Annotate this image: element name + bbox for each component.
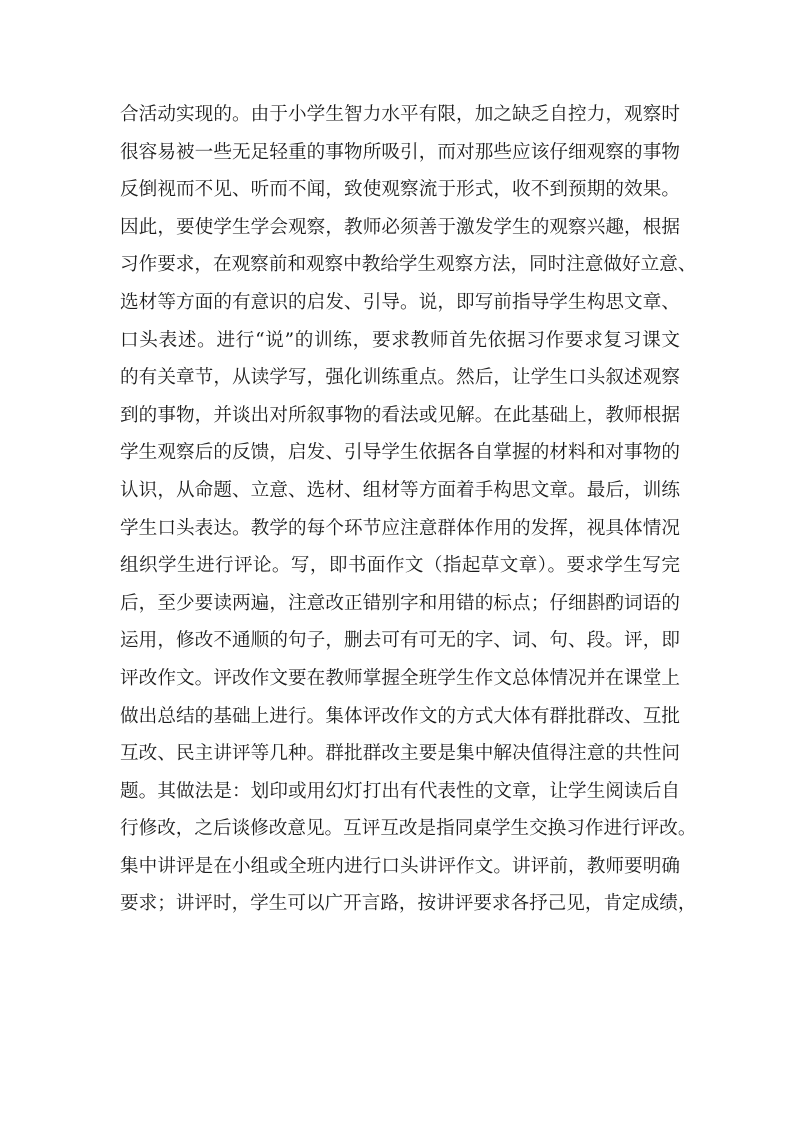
text-line-2: 很容易被一些无足轻重的事物所吸引，而对那些应该仔细观察的事物 bbox=[120, 141, 680, 163]
text-line-16: 评改作文。评改作文要在教师掌握全班学生作文总体情况并在课堂上 bbox=[120, 667, 680, 689]
text-line-4: 因此，要使学生学会观察，教师必须善于激发学生的观察兴趣，根据 bbox=[120, 216, 680, 238]
text-line-13: 组织学生进行评论。写，即书面作文（指起草文章）。要求学生写完 bbox=[120, 555, 680, 577]
text-line-5: 习作要求，在观察前和观察中教给学生观察方法，同时注意做好立意、 bbox=[120, 254, 697, 276]
text-line-18: 互改、民主讲评等几种。群批群改主要是集中解决值得注意的共性问 bbox=[120, 743, 680, 765]
text-line-12: 学生口头表达。教学的每个环节应注意群体作用的发挥，视具体情况 bbox=[120, 517, 680, 539]
text-line-11: 认识，从命题、立意、选材、组材等方面着手构思文章。最后，训练 bbox=[120, 479, 680, 501]
text-line-9: 到的事物，并谈出对所叙事物的看法或见解。在此基础上，教师根据 bbox=[120, 404, 680, 426]
text-line-17: 做出总结的基础上进行。集体评改作文的方式大体有群批群改、互批 bbox=[120, 705, 680, 727]
text-line-8: 的有关章节，从读学写，强化训练重点。然后，让学生口头叙述观察 bbox=[120, 367, 680, 389]
text-line-10: 学生观察后的反馈，启发、引导学生依据各自掌握的材料和对事物的 bbox=[120, 442, 680, 464]
text-line-1: 合活动实现的。由于小学生智力水平有限，加之缺乏自控力，观察时 bbox=[120, 104, 680, 125]
text-line-21: 集中讲评是在小组或全班内进行口头讲评作文。讲评前，教师要明确 bbox=[120, 855, 680, 877]
text-line-15: 运用，修改不通顺的句子，删去可有可无的字、词、句、段。评，即 bbox=[120, 630, 680, 652]
text-line-14: 后，至少要读两遍，注意改正错别字和用错的标点；仔细斟酌词语的 bbox=[120, 592, 680, 614]
body-paragraph bbox=[120, 96, 697, 923]
text-line-20: 行修改，之后谈修改意见。互评互改是指同桌学生交换习作进行评改。 bbox=[120, 818, 697, 840]
text-line-22: 要求；讲评时，学生可以广开言路，按讲评要求各抒己见，肯定成绩， bbox=[120, 893, 697, 915]
text-line-6: 选材等方面的有意识的启发、引导。说，即写前指导学生构思文章、 bbox=[120, 291, 680, 313]
text-line-19: 题。其做法是：划印或用幻灯打出有代表性的文章，让学生阅读后自 bbox=[120, 780, 680, 802]
text-line-7: 口头表述。进行“说”的训练，要求教师首先依据习作要求复习课文 bbox=[120, 329, 680, 351]
text-line-3: 反倒视而不见、听而不闻，致使观察流于形式，收不到预期的效果。 bbox=[120, 179, 680, 201]
